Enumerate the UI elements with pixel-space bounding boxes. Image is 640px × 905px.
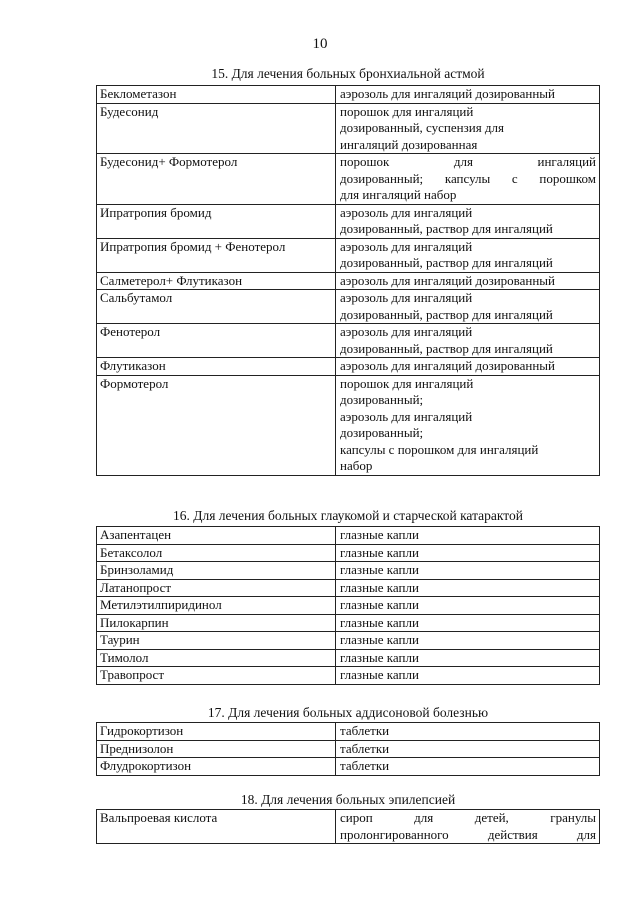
word: действия xyxy=(487,826,538,842)
form-line xyxy=(340,171,596,188)
word: для xyxy=(453,154,473,169)
drug-name: Формотерол xyxy=(97,375,336,475)
table-row xyxy=(97,290,600,324)
table-row xyxy=(97,667,600,685)
section-heading: 16. Для лечения больных глаукомой и старческой катарактой xyxy=(173,508,523,523)
form-line: набор xyxy=(340,458,373,473)
table-row xyxy=(97,614,600,632)
drug-name: Бетаксолол xyxy=(97,544,336,562)
table-row xyxy=(97,272,600,290)
table-row xyxy=(97,544,600,562)
word: сироп xyxy=(340,810,373,825)
form-line: для ингаляций набор xyxy=(340,187,457,202)
table-row xyxy=(97,527,600,545)
table-row xyxy=(97,740,600,758)
drug-form xyxy=(336,290,600,324)
table-row xyxy=(97,103,600,154)
form-line: дозированный, раствор для ингаляций xyxy=(340,306,553,322)
table-row xyxy=(97,723,600,741)
word: детей, xyxy=(474,810,509,825)
form-line: аэрозоль для ингаляций xyxy=(340,238,473,254)
table-row xyxy=(97,649,600,667)
drug-name: Метилэтилпиридинол xyxy=(97,597,336,615)
drug-name: Вальпроевая кислота xyxy=(97,810,336,844)
drug-form xyxy=(336,358,600,376)
drug-name: Сальбутамол xyxy=(97,290,336,324)
form-line: ингаляций дозированная xyxy=(340,136,478,152)
drug-form xyxy=(336,204,600,238)
form-line: аэрозоль для ингаляций xyxy=(340,204,473,220)
drug-form: таблетки xyxy=(336,723,600,741)
drug-form xyxy=(336,154,600,205)
word: дозированный; xyxy=(340,170,424,186)
drug-form: глазные капли xyxy=(336,544,600,562)
form-line xyxy=(340,827,596,844)
form-line: аэрозоль для ингаляций xyxy=(340,408,473,424)
table-row xyxy=(97,810,600,844)
drug-form: таблетки xyxy=(336,740,600,758)
form-line: дозированный; xyxy=(340,392,424,407)
drug-name: Таурин xyxy=(97,632,336,650)
table-row xyxy=(97,324,600,358)
drug-table-glaucoma xyxy=(96,526,600,685)
drug-name: Азапентацен xyxy=(97,527,336,545)
drug-form: глазные капли xyxy=(336,632,600,650)
word: порошком xyxy=(539,170,596,186)
drug-name: Ипратропия бромид xyxy=(97,204,336,238)
drug-form xyxy=(336,324,600,358)
form-line: дозированный, раствор для ингаляций xyxy=(340,255,553,270)
word: для xyxy=(576,826,596,842)
word: ингаляций xyxy=(537,154,596,169)
table-row xyxy=(97,597,600,615)
drug-name: Беклометазон xyxy=(97,86,336,104)
drug-name: Будесонид+ Формотерол xyxy=(97,154,336,205)
drug-name: Преднизолон xyxy=(97,740,336,758)
section-heading: 15. Для лечения больных бронхиальной астмой xyxy=(211,66,485,81)
table-row xyxy=(97,632,600,650)
table-row xyxy=(97,238,600,272)
word: капсулы xyxy=(444,170,491,186)
drug-form xyxy=(336,238,600,272)
drug-name: Гидрокортизон xyxy=(97,723,336,741)
drug-name: Будесонид xyxy=(97,103,336,154)
word: порошок xyxy=(340,154,390,169)
form-line: аэрозоль для ингаляций xyxy=(340,324,473,339)
page-number: 10 xyxy=(312,36,328,52)
form-line: порошок для ингаляций xyxy=(340,375,474,391)
drug-form: глазные капли xyxy=(336,527,600,545)
form-line: аэрозоль для ингаляций xyxy=(340,290,473,305)
drug-name: Латанопрост xyxy=(97,579,336,597)
drug-name: Ипратропия бромид + Фенотерол xyxy=(97,238,336,272)
form-line: аэрозоль для ингаляций дозированный xyxy=(340,358,556,373)
drug-form xyxy=(336,375,600,475)
word: пролонгированного xyxy=(340,826,449,842)
drug-table-asthma xyxy=(96,85,600,476)
form-line: капсулы с порошком для ингаляций xyxy=(340,441,539,457)
table-row xyxy=(97,375,600,475)
form-line: дозированный, раствор для ингаляций xyxy=(340,221,553,236)
drug-name: Флутиказон xyxy=(97,358,336,376)
table-row xyxy=(97,579,600,597)
section-heading: 17. Для лечения больных аддисоновой болезнью xyxy=(207,705,489,720)
drug-form: глазные капли xyxy=(336,597,600,615)
section-heading: 18. Для лечения больных эпилепсией xyxy=(240,792,456,807)
drug-name: Фенотерол xyxy=(97,324,336,358)
form-line: дозированный, раствор для ингаляций xyxy=(340,340,553,356)
drug-form: глазные капли xyxy=(336,649,600,667)
form-line xyxy=(340,154,596,171)
drug-name: Бринзоламид xyxy=(97,562,336,580)
drug-name: Салметерол+ Флутиказон xyxy=(97,272,336,290)
form-line: дозированный, суспензия для xyxy=(340,120,505,135)
table-row xyxy=(97,154,600,205)
form-line: порошок для ингаляций xyxy=(340,103,474,119)
drug-name: Флудрокортизон xyxy=(97,758,336,776)
drug-form: таблетки xyxy=(336,758,600,776)
word: для xyxy=(414,810,434,825)
drug-name: Травопрост xyxy=(97,667,336,685)
table-row xyxy=(97,758,600,776)
drug-table-epilepsy xyxy=(96,809,600,844)
drug-form xyxy=(336,810,600,844)
table-row xyxy=(97,358,600,376)
drug-form: глазные капли xyxy=(336,667,600,685)
drug-form xyxy=(336,103,600,154)
drug-table-addison xyxy=(96,722,600,776)
form-line xyxy=(340,810,596,827)
drug-form xyxy=(336,86,600,104)
form-line: дозированный; xyxy=(340,425,424,440)
drug-form: глазные капли xyxy=(336,614,600,632)
word: с xyxy=(511,170,518,186)
table-row xyxy=(97,562,600,580)
word: гранулы xyxy=(550,810,596,825)
table-row xyxy=(97,204,600,238)
form-line: аэрозоль для ингаляций дозированный xyxy=(340,272,556,288)
drug-form: глазные капли xyxy=(336,579,600,597)
drug-form: глазные капли xyxy=(336,562,600,580)
drug-name: Тимолол xyxy=(97,649,336,667)
drug-name: Пилокарпин xyxy=(97,614,336,632)
form-line: аэрозоль для ингаляций дозированный xyxy=(340,86,556,101)
drug-form xyxy=(336,272,600,290)
table-row xyxy=(97,86,600,104)
